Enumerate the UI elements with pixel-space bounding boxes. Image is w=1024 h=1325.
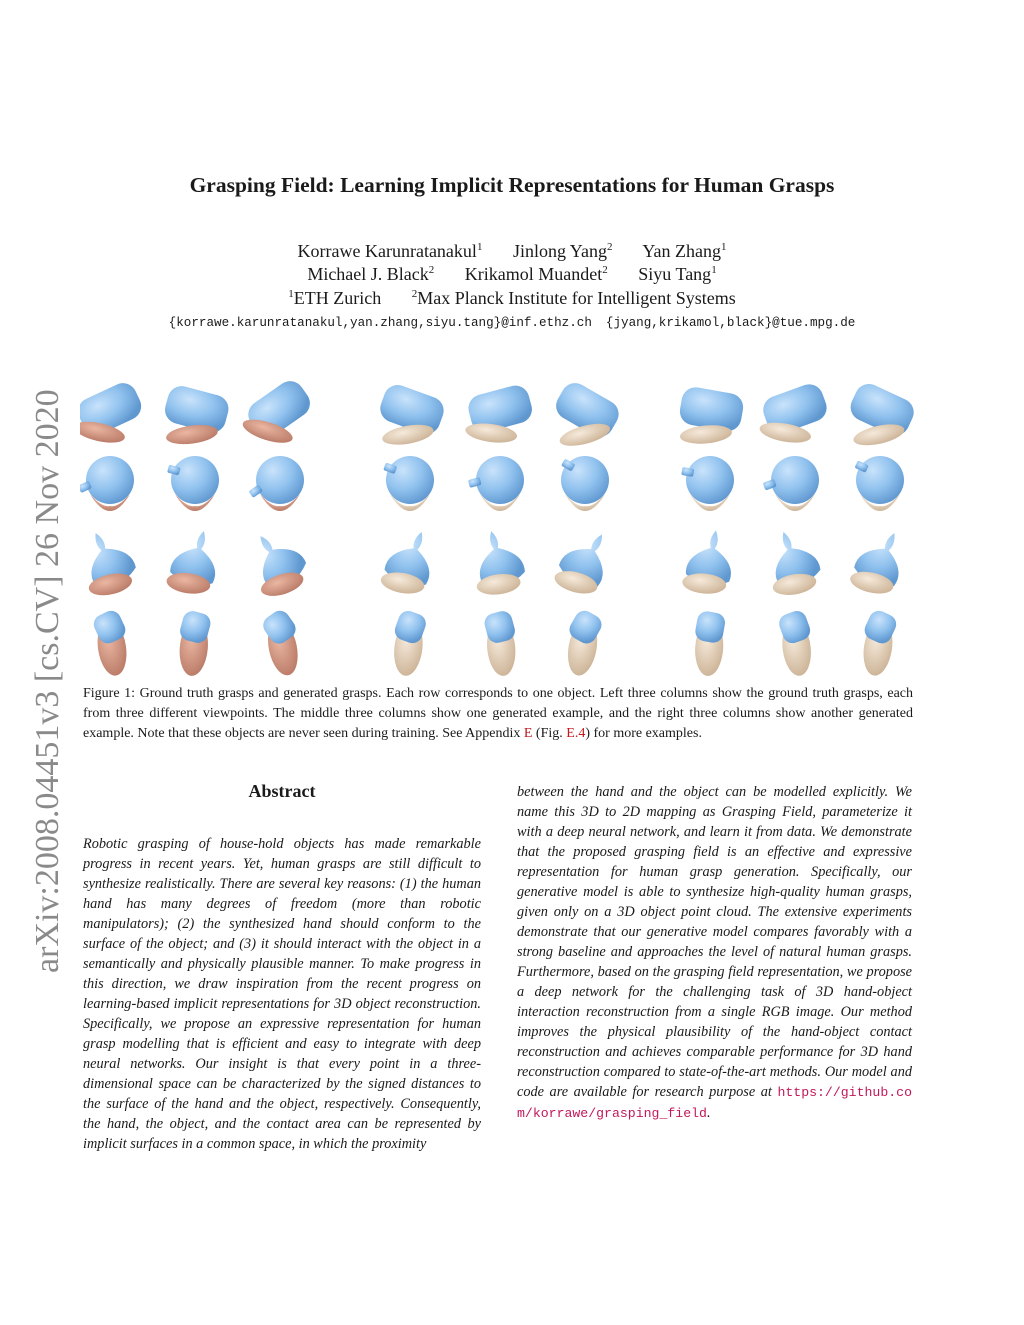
generated-grasp-view [468, 456, 524, 511]
arxiv-id-text: arXiv:2008.04451v3 [cs.CV] 26 Nov 2020 [29, 389, 66, 973]
figure-1-grasp-grid [80, 372, 944, 677]
author-name: Jinlong Yang [512, 241, 607, 261]
author-affiliation-mark: 2 [428, 264, 435, 276]
affiliation-name: Max Planck Institute for Intelligent Systems [417, 288, 736, 308]
generated-grasp-view [552, 523, 621, 597]
generated-grasp-view [551, 378, 624, 450]
author-affiliation-mark: 1 [711, 264, 717, 276]
figure-caption [83, 684, 913, 744]
ground-truth-grasp-view [167, 456, 219, 511]
generated-grasp-view [383, 456, 434, 511]
generated-grasp-view [681, 456, 734, 511]
ground-truth-grasp-view [259, 607, 302, 677]
generated-grasp-view [762, 524, 823, 598]
ground-truth-grasp-view [249, 456, 304, 511]
ground-truth-grasp-view [165, 525, 225, 596]
author-line-1 [0, 241, 1024, 262]
generated-grasp-view [379, 524, 443, 596]
ground-truth-grasp-view [240, 376, 315, 448]
author-affiliation-mark: 1 [476, 241, 483, 253]
author-line-2 [0, 264, 1024, 285]
affiliation-mark: 1 [288, 288, 294, 300]
generated-grasp-view [391, 608, 428, 677]
author-affiliation-mark: 2 [606, 241, 613, 253]
generated-grasp-view [855, 456, 904, 511]
abstract-column-right [517, 782, 912, 1124]
affiliation-mark: 2 [411, 288, 418, 300]
ground-truth-grasp-view [80, 379, 146, 447]
generated-grasp-view [681, 527, 738, 596]
generated-grasp-view [678, 385, 746, 446]
email-group: {jyang,krikamol,black}@tue.mpg.de [605, 316, 856, 330]
abstract-text: between the hand and the object can be modelled explicitly. We name this 3D to 2D mapping as Grasping Field, parameterize it with a deep neural network, and learn it from data. We demonstrate that the proposed grasping field is an effective and expressive representation for human grasp generation. Specifically, our generative model is able to synthesize high-quality human grasps, given only on a 3D object point cloud. The extensive experiments demonstrate that our generative model compares favorably with a strong baseline and approaches the level of natural human grasps. Furthermore, based on the grasping field representation, we propose a deep network for the challenging task of 3D hand-object interaction reconstruction from a single RGB image. Our method improves the physical plausibility of the hand-object contact reconstruction and achieves comparable performance for 3D hand reconstruction compared to state-of-the-art methods. Our model and code are available for research purpose at [517, 784, 912, 1100]
appendix-reference-link[interactable]: E [523, 726, 533, 741]
github-link[interactable]: https://github.com/korrawe/grasping_field [517, 1085, 912, 1121]
affiliation-name: ETH Zurich [293, 288, 382, 308]
generated-grasp-view [464, 382, 535, 445]
caption-text-mid: (Fig. [532, 726, 567, 741]
generated-grasp-view [482, 609, 517, 677]
abstract-heading: Abstract [248, 781, 316, 801]
ground-truth-grasp-view [91, 608, 130, 677]
ground-truth-grasp-view [242, 523, 311, 600]
generated-grasp-view [846, 379, 918, 449]
author-affiliation-mark: 2 [602, 264, 608, 276]
generated-grasp-view [564, 607, 605, 677]
generated-grasp-view [469, 525, 527, 597]
abstract-end: . [706, 1105, 711, 1121]
abstract-column-left: Robotic grasping of house-hold objects has made remarkable progress in recent years. Yet, human grasps are still difficult to synthesize realistically. There are several key reasons: (1) the human hand has many degrees of freedom (more than robotic manipulators); (2) the synthesized hand should conform to the surface of the object; and (3) it should interact with the object in a semantically and physically plausible manner. To make progress in this direction, we draw inspiration from the recent progress on learning-based implicit representations for 3D object reconstruction. Specifically, we propose an expressive representation for human grasp modelling that is efficient and easy to integrate with deep neural networks. Our insight is that every point in a three-dimensional space can be characterized by the signed distances to the surface of the hand and the object, respectively. Consequently, the hand, the object, and the contact area can be represented by implicit surfaces in a common space, in which the proximity [83, 836, 481, 1152]
arxiv-identifier [28, 345, 68, 975]
generated-grasp-view [763, 456, 819, 511]
generated-grasp-view [561, 456, 609, 511]
generated-grasp-view [860, 608, 899, 677]
ground-truth-grasp-view [80, 456, 134, 511]
author-emails [0, 316, 1024, 330]
author-name: Siyu Tang [638, 264, 712, 284]
author-name: Korrawe Karunratanakul [297, 241, 477, 261]
caption-text-end: ) for more examples. [585, 726, 702, 741]
grasp-renderings [80, 372, 944, 677]
author-name: Krikamol Muandet [464, 264, 603, 284]
author-name: Yan Zhang [642, 241, 721, 261]
paper-title: Grasping Field: Learning Implicit Representations for Human Grasps [189, 173, 835, 197]
figure-reference-link[interactable]: E.4 [566, 726, 586, 741]
email-group: {korrawe.karunratanakul,yan.zhang,siyu.tang}@inf.ethz.ch [168, 316, 592, 330]
author-name: Michael J. Black [307, 264, 429, 284]
ground-truth-grasp-view [162, 383, 232, 447]
generated-grasp-view [376, 381, 447, 448]
author-affiliation-mark: 1 [720, 241, 727, 253]
ground-truth-grasp-view [177, 609, 212, 677]
generated-grasp-view [848, 524, 915, 598]
caption-text: Figure 1: Ground truth grasps and generated grasps. Each row corresponds to one object. Left three columns show the ground truth grasps, each from three different viewpoints. The middle three columns show one generated example, and the right three columns show another generated example. Note that these objects are never seen during training. See Appendix [83, 686, 913, 741]
generated-grasp-view [776, 608, 813, 677]
ground-truth-grasp-view [80, 524, 139, 599]
affiliation-line [0, 288, 1024, 309]
generated-grasp-view [694, 610, 727, 677]
generated-grasp-view [758, 380, 830, 446]
